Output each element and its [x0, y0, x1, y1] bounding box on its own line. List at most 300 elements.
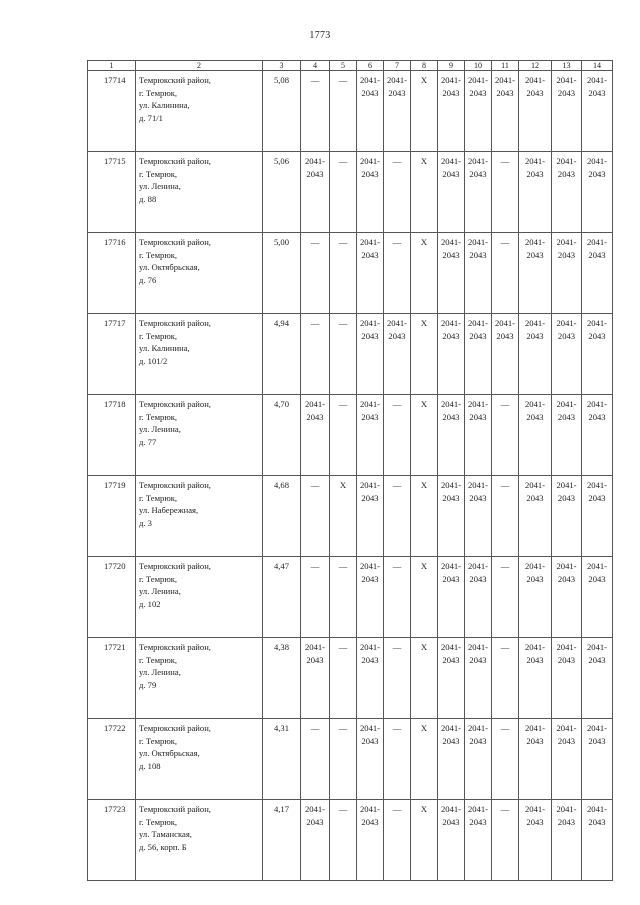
row-number: 17720	[88, 557, 136, 638]
period-text: 2043	[496, 87, 514, 98]
period-text: 2041-	[359, 399, 381, 409]
period-text: —	[500, 642, 510, 652]
period-text: 2043	[388, 330, 406, 341]
area-cell: 5,00	[263, 233, 301, 314]
period-cell	[438, 638, 465, 719]
address-cell	[136, 233, 263, 314]
period-cell	[301, 152, 330, 233]
period-text: 2041-	[556, 804, 577, 814]
column-header: 7	[384, 61, 411, 71]
period-text: —	[338, 561, 348, 571]
period-text: 2041-	[440, 642, 462, 652]
period-text: 2043	[361, 816, 379, 827]
period-cell	[465, 314, 492, 395]
period-text: 2043	[526, 735, 544, 746]
period-cell	[492, 71, 519, 152]
area-cell: 5,08	[263, 71, 301, 152]
period-text: 2041-	[494, 75, 516, 85]
period-cell	[492, 395, 519, 476]
period-text: 2041-	[494, 318, 516, 328]
period-cell	[384, 638, 411, 719]
period-cell	[301, 719, 330, 800]
period-text: 2043	[526, 573, 544, 584]
period-text: 2043	[588, 249, 606, 260]
period-text: 2043	[361, 87, 379, 98]
period-text: 2043	[588, 411, 606, 422]
period-text: 2043	[588, 168, 606, 179]
address-line: ул. Октябрьская,	[139, 748, 200, 758]
period-text: 2041-	[556, 480, 577, 490]
period-cell	[301, 314, 330, 395]
period-cell	[384, 800, 411, 881]
period-cell	[438, 800, 465, 881]
period-text: 2041-	[359, 642, 381, 652]
table-row	[88, 719, 613, 800]
period-cell	[552, 314, 582, 395]
period-text: —	[310, 723, 320, 733]
period-cell	[301, 395, 330, 476]
column-header: 11	[492, 61, 519, 71]
period-text: X	[420, 561, 428, 571]
period-text: 2043	[496, 330, 514, 341]
period-cell	[582, 152, 613, 233]
period-cell	[492, 233, 519, 314]
period-text: 2043	[526, 816, 544, 827]
period-cell	[301, 476, 330, 557]
period-text: —	[392, 156, 402, 166]
address-line: ул. Ленина,	[139, 586, 181, 596]
period-cell	[301, 800, 330, 881]
period-text: —	[338, 75, 348, 85]
column-header: 14	[582, 61, 613, 71]
period-text: —	[392, 399, 402, 409]
row-number: 17714	[88, 71, 136, 152]
period-text: —	[500, 561, 510, 571]
address-line: Темрюкский район,	[139, 399, 211, 409]
address-line: г. Темрюк,	[139, 492, 178, 503]
address-line: ул. Калинина,	[139, 343, 190, 353]
period-text: —	[500, 399, 510, 409]
column-header: 12	[519, 61, 552, 71]
period-cell	[519, 71, 552, 152]
period-cell	[552, 719, 582, 800]
address-line: Темрюкский район,	[139, 237, 211, 247]
period-cell	[411, 395, 438, 476]
period-cell	[357, 800, 384, 881]
period-text: 2041-	[586, 480, 608, 490]
area-cell: 4,47	[263, 557, 301, 638]
period-text: 2043	[588, 816, 606, 827]
period-text: 2041-	[586, 723, 608, 733]
period-text: 2043	[388, 87, 406, 98]
period-text: 2043	[526, 168, 544, 179]
period-text: 2043	[306, 168, 324, 179]
period-cell	[411, 800, 438, 881]
column-header: 9	[438, 61, 465, 71]
period-text: 2043	[526, 249, 544, 260]
period-cell	[519, 152, 552, 233]
period-text: —	[392, 480, 402, 490]
period-cell	[330, 395, 357, 476]
period-text: X	[339, 480, 347, 490]
period-cell	[552, 233, 582, 314]
period-text: X	[420, 75, 428, 85]
register-table	[87, 60, 613, 881]
period-text: X	[420, 480, 428, 490]
period-cell	[519, 800, 552, 881]
period-text: 2041-	[556, 642, 577, 652]
table-row	[88, 71, 613, 152]
period-text: 2041-	[524, 75, 546, 85]
address-line: д. 102	[139, 598, 161, 609]
period-text: 2041-	[467, 804, 489, 814]
period-text: 2043	[306, 654, 324, 665]
period-text: 2041-	[586, 75, 608, 85]
period-text: 2043	[557, 816, 576, 827]
address-line: д. 79	[139, 679, 157, 690]
address-line: Темрюкский район,	[139, 723, 211, 733]
period-cell	[582, 314, 613, 395]
address-line: д. 3	[139, 517, 152, 528]
area-cell: 4,17	[263, 800, 301, 881]
period-cell	[384, 233, 411, 314]
period-cell	[411, 152, 438, 233]
period-text: 2043	[557, 168, 576, 179]
period-text: —	[310, 561, 320, 571]
period-text: 2041-	[359, 318, 381, 328]
address-line: г. Темрюк,	[139, 249, 178, 260]
period-cell	[438, 314, 465, 395]
period-text: 2043	[442, 249, 460, 260]
address-line: д. 71/1	[139, 112, 163, 123]
period-text: 2043	[442, 735, 460, 746]
period-text: 2043	[557, 330, 576, 341]
period-text: 2041-	[467, 399, 489, 409]
period-cell	[438, 719, 465, 800]
address-line: ул. Ленина,	[139, 424, 181, 434]
period-cell	[357, 71, 384, 152]
period-text: 2041-	[586, 561, 608, 571]
address-line: ул. Калинина,	[139, 100, 190, 110]
period-text: 2043	[588, 87, 606, 98]
period-cell	[519, 314, 552, 395]
period-text: —	[392, 561, 402, 571]
period-text: 2043	[442, 87, 460, 98]
period-cell	[330, 557, 357, 638]
period-text: 2043	[588, 735, 606, 746]
period-cell	[582, 638, 613, 719]
period-text: —	[338, 642, 348, 652]
period-text: 2043	[469, 330, 487, 341]
row-number: 17717	[88, 314, 136, 395]
period-text: —	[500, 156, 510, 166]
period-text: 2043	[557, 573, 576, 584]
period-cell	[357, 395, 384, 476]
period-cell	[384, 557, 411, 638]
period-cell	[357, 233, 384, 314]
period-text: 2041-	[556, 237, 577, 247]
period-cell	[438, 476, 465, 557]
period-text: —	[310, 318, 320, 328]
period-text: 2043	[588, 573, 606, 584]
address-line: Темрюкский район,	[139, 804, 211, 814]
period-cell	[552, 800, 582, 881]
period-text: 2043	[526, 654, 544, 665]
period-text: 2043	[442, 654, 460, 665]
period-cell	[465, 395, 492, 476]
period-text: —	[500, 804, 510, 814]
period-text: X	[420, 237, 428, 247]
period-text: 2041-	[586, 804, 608, 814]
period-cell	[519, 557, 552, 638]
period-text: X	[420, 642, 428, 652]
period-text: 2041-	[386, 75, 408, 85]
period-cell	[582, 557, 613, 638]
address-cell	[136, 152, 263, 233]
period-text: 2043	[526, 87, 544, 98]
column-header: 13	[552, 61, 582, 71]
period-text: 2041-	[467, 156, 489, 166]
column-header: 8	[411, 61, 438, 71]
period-text: 2041-	[556, 318, 577, 328]
period-text: 2041-	[467, 480, 489, 490]
period-text: 2043	[361, 573, 379, 584]
address-line: г. Темрюк,	[139, 330, 178, 341]
period-cell	[330, 152, 357, 233]
period-cell	[330, 233, 357, 314]
period-cell	[492, 557, 519, 638]
period-cell	[465, 233, 492, 314]
period-text: 2041-	[359, 723, 381, 733]
address-line: г. Темрюк,	[139, 735, 178, 746]
address-cell	[136, 476, 263, 557]
table-row	[88, 800, 613, 881]
period-cell	[330, 800, 357, 881]
period-text: 2041-	[467, 642, 489, 652]
address-line: г. Темрюк,	[139, 654, 178, 665]
address-cell	[136, 314, 263, 395]
period-text: 2041-	[467, 237, 489, 247]
area-cell: 5,06	[263, 152, 301, 233]
address-line: Темрюкский район,	[139, 318, 211, 328]
period-text: —	[338, 723, 348, 733]
period-text: 2043	[361, 735, 379, 746]
period-text: 2041-	[524, 480, 546, 490]
period-text: 2041-	[586, 156, 608, 166]
period-text: 2041-	[524, 642, 546, 652]
period-text: 2041-	[524, 156, 546, 166]
period-text: 2041-	[440, 75, 462, 85]
address-cell	[136, 557, 263, 638]
period-text: —	[338, 237, 348, 247]
period-cell	[465, 71, 492, 152]
period-text: 2041-	[440, 561, 462, 571]
address-line: д. 88	[139, 193, 157, 204]
period-cell	[411, 638, 438, 719]
period-text: 2043	[469, 411, 487, 422]
period-text: 2041-	[304, 804, 326, 814]
period-cell	[301, 557, 330, 638]
period-text: 2041-	[386, 318, 408, 328]
period-text: 2041-	[556, 75, 577, 85]
period-cell	[465, 638, 492, 719]
period-text: 2043	[442, 492, 460, 503]
period-text: 2041-	[440, 318, 462, 328]
period-text: 2041-	[304, 642, 326, 652]
address-cell	[136, 638, 263, 719]
period-cell	[411, 557, 438, 638]
period-text: 2041-	[556, 399, 577, 409]
period-text: 2041-	[304, 156, 326, 166]
row-number: 17715	[88, 152, 136, 233]
period-cell	[582, 395, 613, 476]
period-cell	[465, 800, 492, 881]
period-text: 2043	[526, 330, 544, 341]
period-text: 2043	[306, 816, 324, 827]
period-text: 2041-	[359, 237, 381, 247]
period-text: 2041-	[359, 804, 381, 814]
period-text: —	[338, 318, 348, 328]
area-cell: 4,38	[263, 638, 301, 719]
period-cell	[384, 152, 411, 233]
period-text: 2043	[526, 411, 544, 422]
period-cell	[465, 152, 492, 233]
period-text: 2043	[588, 330, 606, 341]
period-text: 2041-	[556, 723, 577, 733]
column-header-row	[88, 61, 613, 71]
period-text: 2043	[557, 87, 576, 98]
table-row	[88, 638, 613, 719]
period-text: 2043	[306, 411, 324, 422]
period-text: 2041-	[524, 561, 546, 571]
period-cell	[519, 395, 552, 476]
period-text: 2041-	[524, 723, 546, 733]
period-cell	[582, 476, 613, 557]
period-text: 2043	[442, 573, 460, 584]
address-cell	[136, 71, 263, 152]
column-header: 2	[136, 61, 263, 71]
period-text: 2041-	[467, 75, 489, 85]
period-cell	[357, 638, 384, 719]
address-line: д. 108	[139, 760, 161, 771]
address-cell	[136, 800, 263, 881]
period-cell	[357, 314, 384, 395]
period-cell	[582, 233, 613, 314]
period-cell	[552, 71, 582, 152]
area-cell: 4,94	[263, 314, 301, 395]
period-cell	[384, 314, 411, 395]
period-text: 2043	[469, 87, 487, 98]
period-text: 2043	[557, 492, 576, 503]
column-header: 5	[330, 61, 357, 71]
address-line: ул. Ленина,	[139, 667, 181, 677]
period-text: 2043	[442, 816, 460, 827]
period-text: X	[420, 804, 428, 814]
period-cell	[552, 557, 582, 638]
period-cell	[411, 233, 438, 314]
period-text: 2043	[588, 654, 606, 665]
period-cell	[438, 395, 465, 476]
period-text: 2041-	[586, 399, 608, 409]
period-cell	[582, 800, 613, 881]
period-text: 2043	[361, 168, 379, 179]
period-text: 2041-	[304, 399, 326, 409]
period-text: 2043	[469, 492, 487, 503]
period-cell	[492, 476, 519, 557]
period-cell	[357, 152, 384, 233]
period-cell	[492, 638, 519, 719]
address-line: Темрюкский район,	[139, 561, 211, 571]
period-text: 2043	[361, 492, 379, 503]
period-text: —	[310, 480, 320, 490]
address-cell	[136, 719, 263, 800]
period-cell	[330, 719, 357, 800]
column-header: 4	[301, 61, 330, 71]
address-line: д. 77	[139, 436, 157, 447]
period-cell	[384, 395, 411, 476]
period-text: 2043	[469, 735, 487, 746]
period-cell	[411, 71, 438, 152]
period-text: —	[338, 804, 348, 814]
address-line: г. Темрюк,	[139, 816, 178, 827]
column-header: 3	[263, 61, 301, 71]
period-text: 2041-	[586, 318, 608, 328]
table-row	[88, 233, 613, 314]
address-line: д. 101/2	[139, 355, 168, 366]
period-text: —	[338, 156, 348, 166]
period-cell	[384, 71, 411, 152]
period-cell	[552, 638, 582, 719]
period-text: 2043	[361, 330, 379, 341]
table-row	[88, 476, 613, 557]
row-number: 17723	[88, 800, 136, 881]
row-number: 17719	[88, 476, 136, 557]
period-text: 2041-	[586, 642, 608, 652]
table-row	[88, 395, 613, 476]
period-cell	[552, 476, 582, 557]
period-cell	[357, 719, 384, 800]
period-cell	[552, 395, 582, 476]
period-text: —	[392, 642, 402, 652]
period-text: 2041-	[467, 561, 489, 571]
address-line: Темрюкский район,	[139, 480, 211, 490]
period-cell	[411, 476, 438, 557]
period-cell	[492, 719, 519, 800]
period-text: 2041-	[359, 561, 381, 571]
period-cell	[438, 557, 465, 638]
period-cell	[492, 800, 519, 881]
period-text: 2041-	[467, 723, 489, 733]
period-text: 2043	[361, 411, 379, 422]
column-header: 1	[88, 61, 136, 71]
address-line: Темрюкский район,	[139, 156, 211, 166]
area-cell: 4,68	[263, 476, 301, 557]
period-text: 2043	[557, 411, 576, 422]
period-text: —	[500, 237, 510, 247]
period-text: —	[500, 480, 510, 490]
period-text: 2041-	[524, 804, 546, 814]
period-cell	[438, 152, 465, 233]
period-text: 2043	[469, 654, 487, 665]
period-text: 2041-	[524, 237, 546, 247]
address-line: д. 56, корп. Б	[139, 841, 187, 852]
row-number: 17721	[88, 638, 136, 719]
period-text: 2041-	[524, 399, 546, 409]
period-text: 2041-	[440, 723, 462, 733]
period-text: 2043	[442, 411, 460, 422]
period-cell	[582, 71, 613, 152]
column-header: 6	[357, 61, 384, 71]
